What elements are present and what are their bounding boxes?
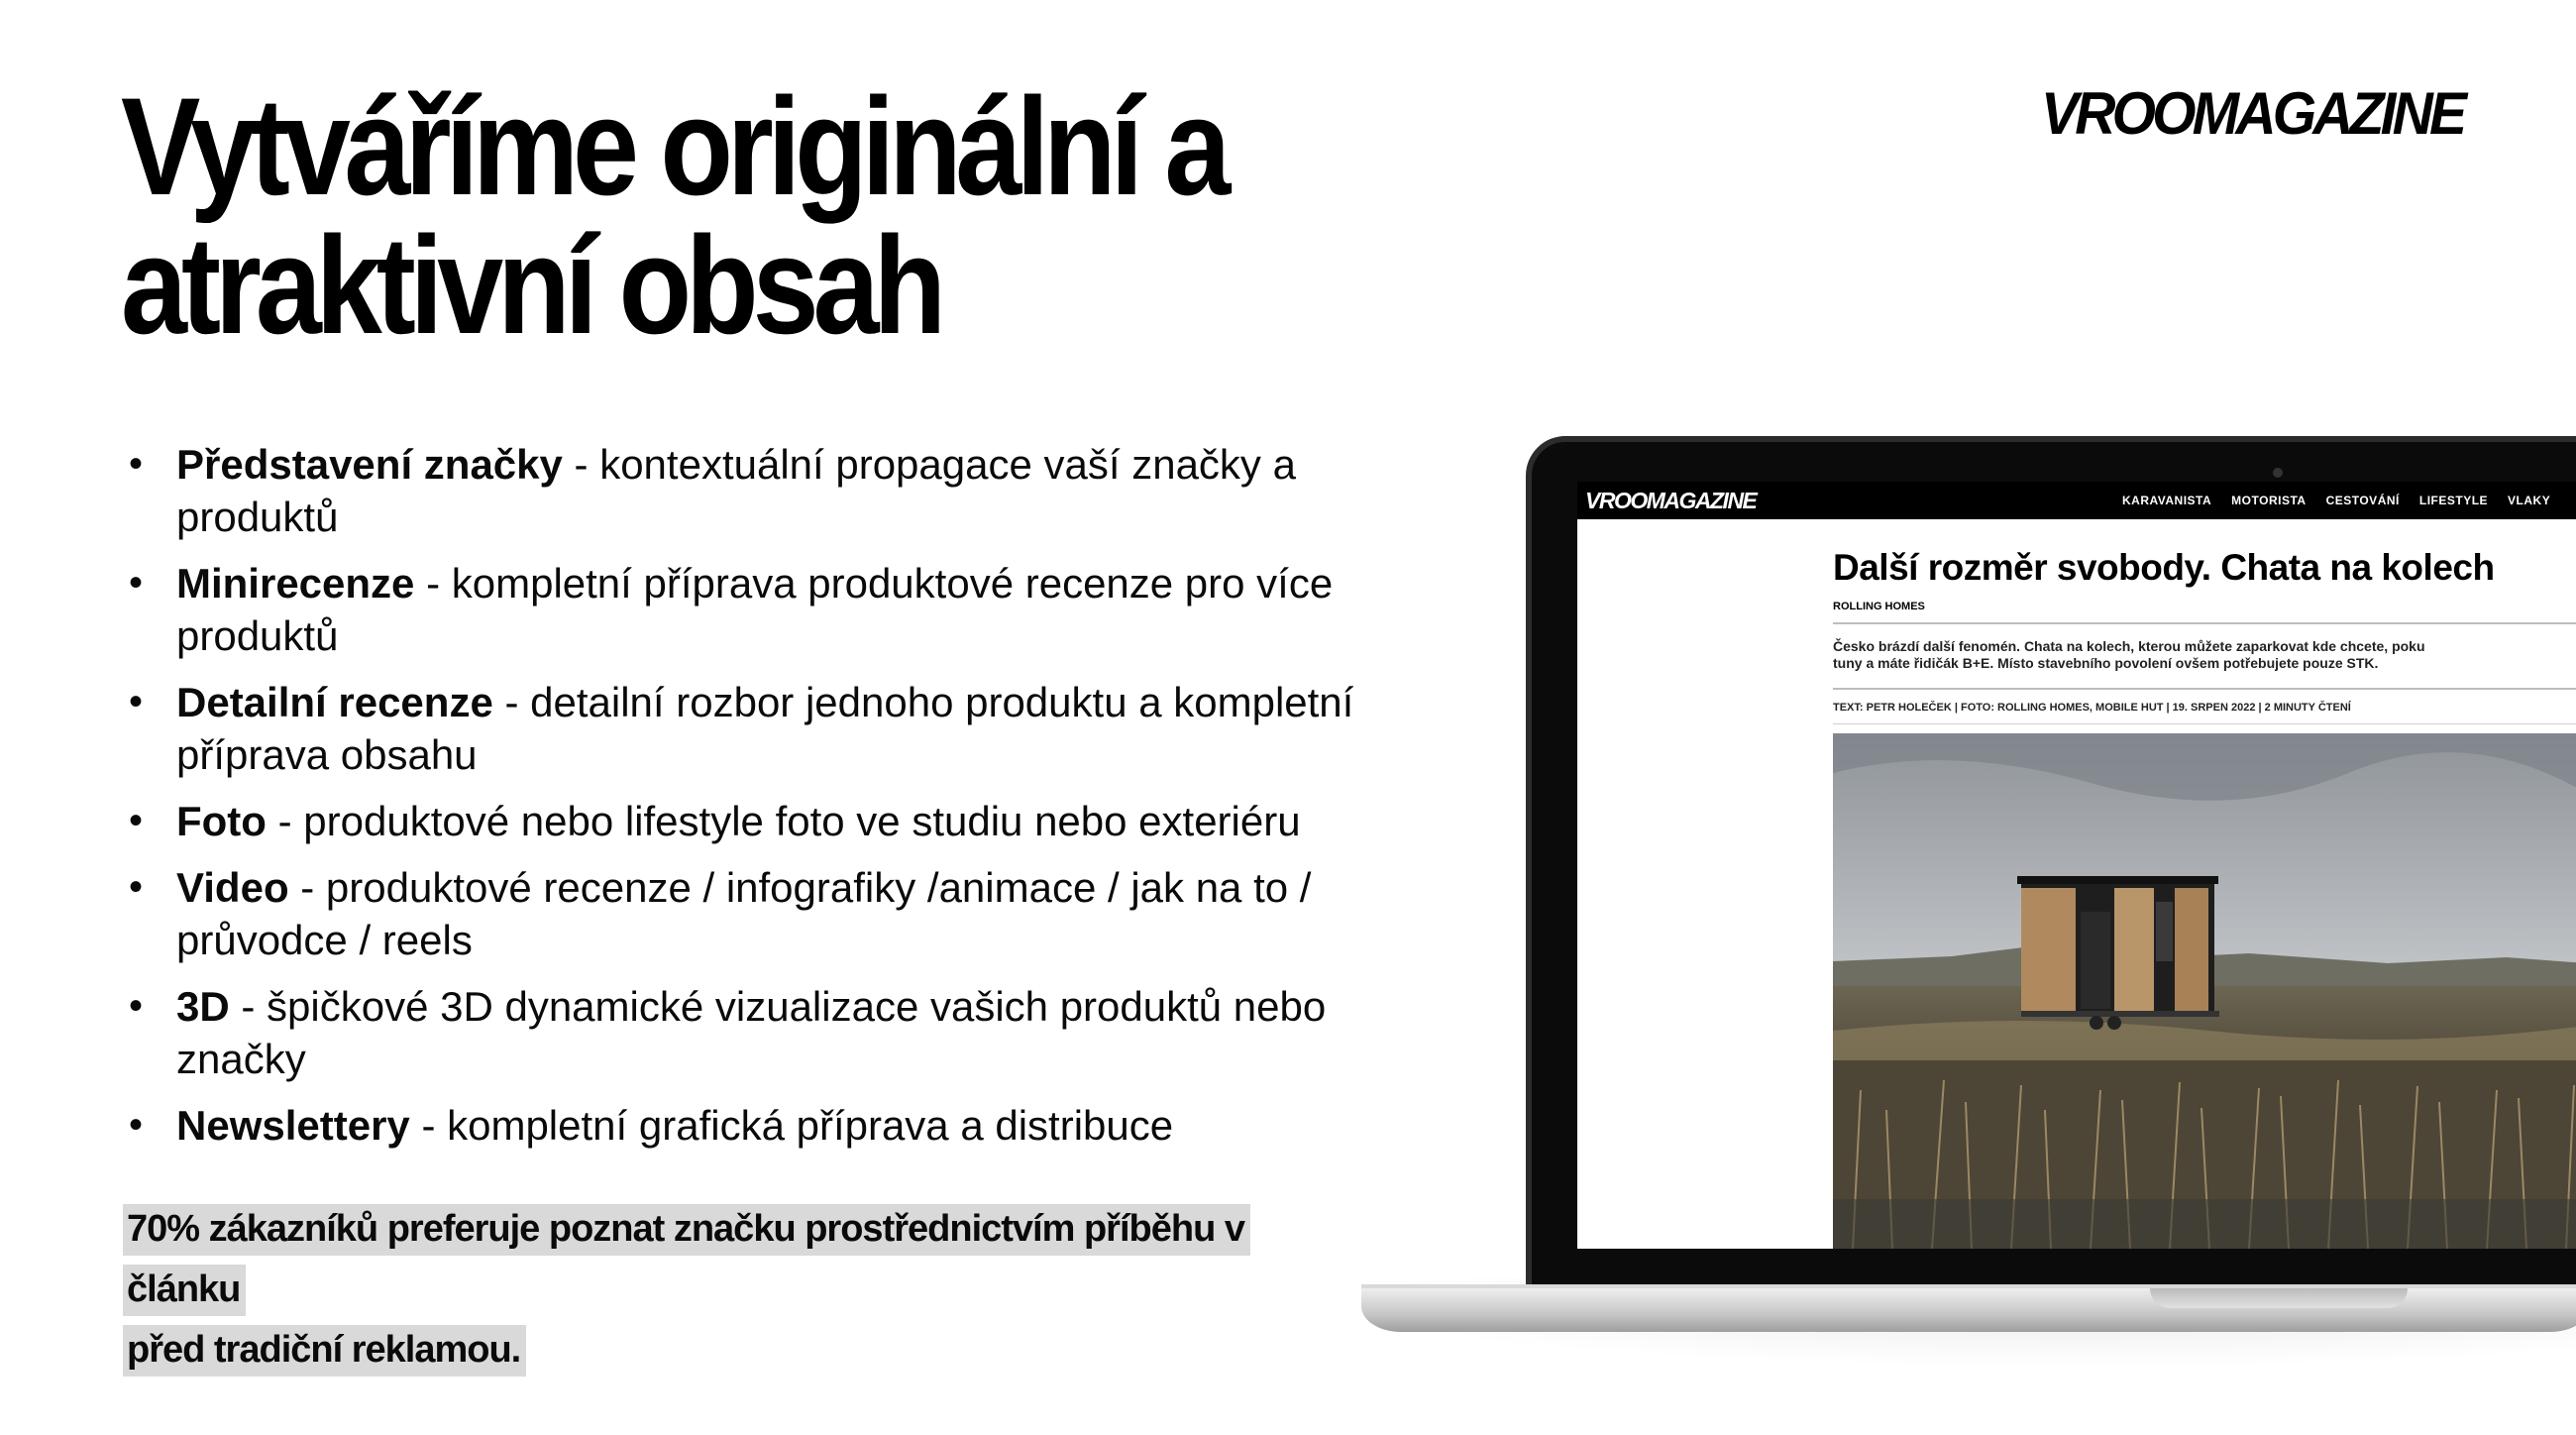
list-item-heading: Newslettery (176, 1102, 410, 1149)
list-item-text: - špičkové 3D dynamické vizualizace vašich produktů nebo značky (176, 983, 1327, 1082)
highlight-line-2: před tradiční reklamou. (123, 1325, 526, 1377)
highlight-statement (123, 1199, 1351, 1380)
list-item-heading: Foto (176, 798, 267, 844)
article-lead-line-2: tuny a máte řidičák B+E. Místo stavebního povolení ovšem potřebujete pouze STK. (1833, 655, 2379, 671)
menu-item-cestovani: CESTOVÁNÍ (2325, 494, 2400, 507)
list-item-text: - kontextuální propagace vaší značky a produktů (176, 441, 1296, 540)
bullet-icon: • (129, 1103, 144, 1147)
bullet-icon: • (129, 442, 144, 486)
highlight-line-1: 70% zákazníků preferuje poznat značku prostřednictvím příběhu v článku (123, 1204, 1250, 1316)
article-meta: TEXT: PETR HOLEČEK | FOTO: ROLLING HOMES, MOBILE HUT | 19. SRPEN 2022 | 2 MINUTY ČTENÍ (1833, 702, 2351, 714)
list-item (123, 557, 1411, 662)
menu-item-karavanista: KARAVANISTA (2122, 494, 2212, 507)
slide-title (121, 68, 1331, 363)
article-tag: ROLLING HOMES (1833, 601, 1925, 612)
menu-item-vlaky: VLAKY (2508, 494, 2551, 507)
bullet-icon: • (129, 865, 144, 909)
list-item-text: - produktové recenze / infografiky /animace / jak na to / průvodce / reels (176, 864, 1312, 963)
list-item-heading: Představení značky (176, 441, 563, 488)
site-menu (2122, 494, 2550, 507)
brand-logo: VROOMAGAZINE (2041, 80, 2464, 147)
site-logo: VROOMAGAZINE (1585, 488, 1757, 513)
article-title: Další rozměr svobody. Chata na kolech (1833, 547, 2495, 588)
bullet-icon: • (129, 561, 144, 605)
list-item-heading: Minirecenze (176, 560, 415, 607)
site-navbar (1577, 482, 2576, 519)
slide-title-line-2: atraktivní obsah (121, 207, 941, 363)
divider (1833, 723, 2576, 724)
list-item-heading: Video (176, 864, 289, 911)
camera-icon (2273, 468, 2283, 478)
menu-item-lifestyle: LIFESTYLE (2418, 494, 2489, 507)
slide-title-line-1: Vytváříme originální a (121, 68, 1226, 224)
bullet-icon: • (129, 799, 144, 842)
article-lead (1833, 638, 2576, 672)
list-item-heading: 3D (176, 983, 230, 1030)
list-item (123, 980, 1411, 1085)
list-item-text: - detailní rozbor jednoho produktu a kompletní příprava obsahu (176, 679, 1354, 778)
list-item (123, 1099, 1411, 1152)
divider (1833, 622, 2576, 624)
list-item-text: - kompletní grafická příprava a distribuce (409, 1102, 1174, 1149)
list-item (123, 795, 1411, 847)
list-item (123, 438, 1411, 543)
list-item (123, 861, 1411, 966)
list-item-heading: Detailní recenze (176, 679, 493, 725)
list-item-text: - kompletní příprava produktové recenze pro více produktů (176, 560, 1334, 659)
article-photo (1833, 733, 2576, 1249)
bullet-icon: • (129, 680, 144, 723)
laptop-screen (1577, 482, 2576, 1249)
menu-item-motorista: MOTORISTA (2231, 494, 2307, 507)
laptop-notch (2150, 1288, 2408, 1308)
list-item (123, 676, 1411, 781)
divider (1833, 688, 2576, 690)
bullet-icon: • (129, 984, 144, 1028)
tiny-house-photo (1833, 733, 2576, 1249)
article-lead-line-1: Česko brázdí další fenomén. Chata na kolech, kterou můžete zaparkovat kde chcete, poku (1833, 638, 2425, 654)
list-item-text: - produktové nebo lifestyle foto ve studiu nebo exteriéru (266, 798, 1301, 844)
service-list (123, 438, 1411, 1165)
